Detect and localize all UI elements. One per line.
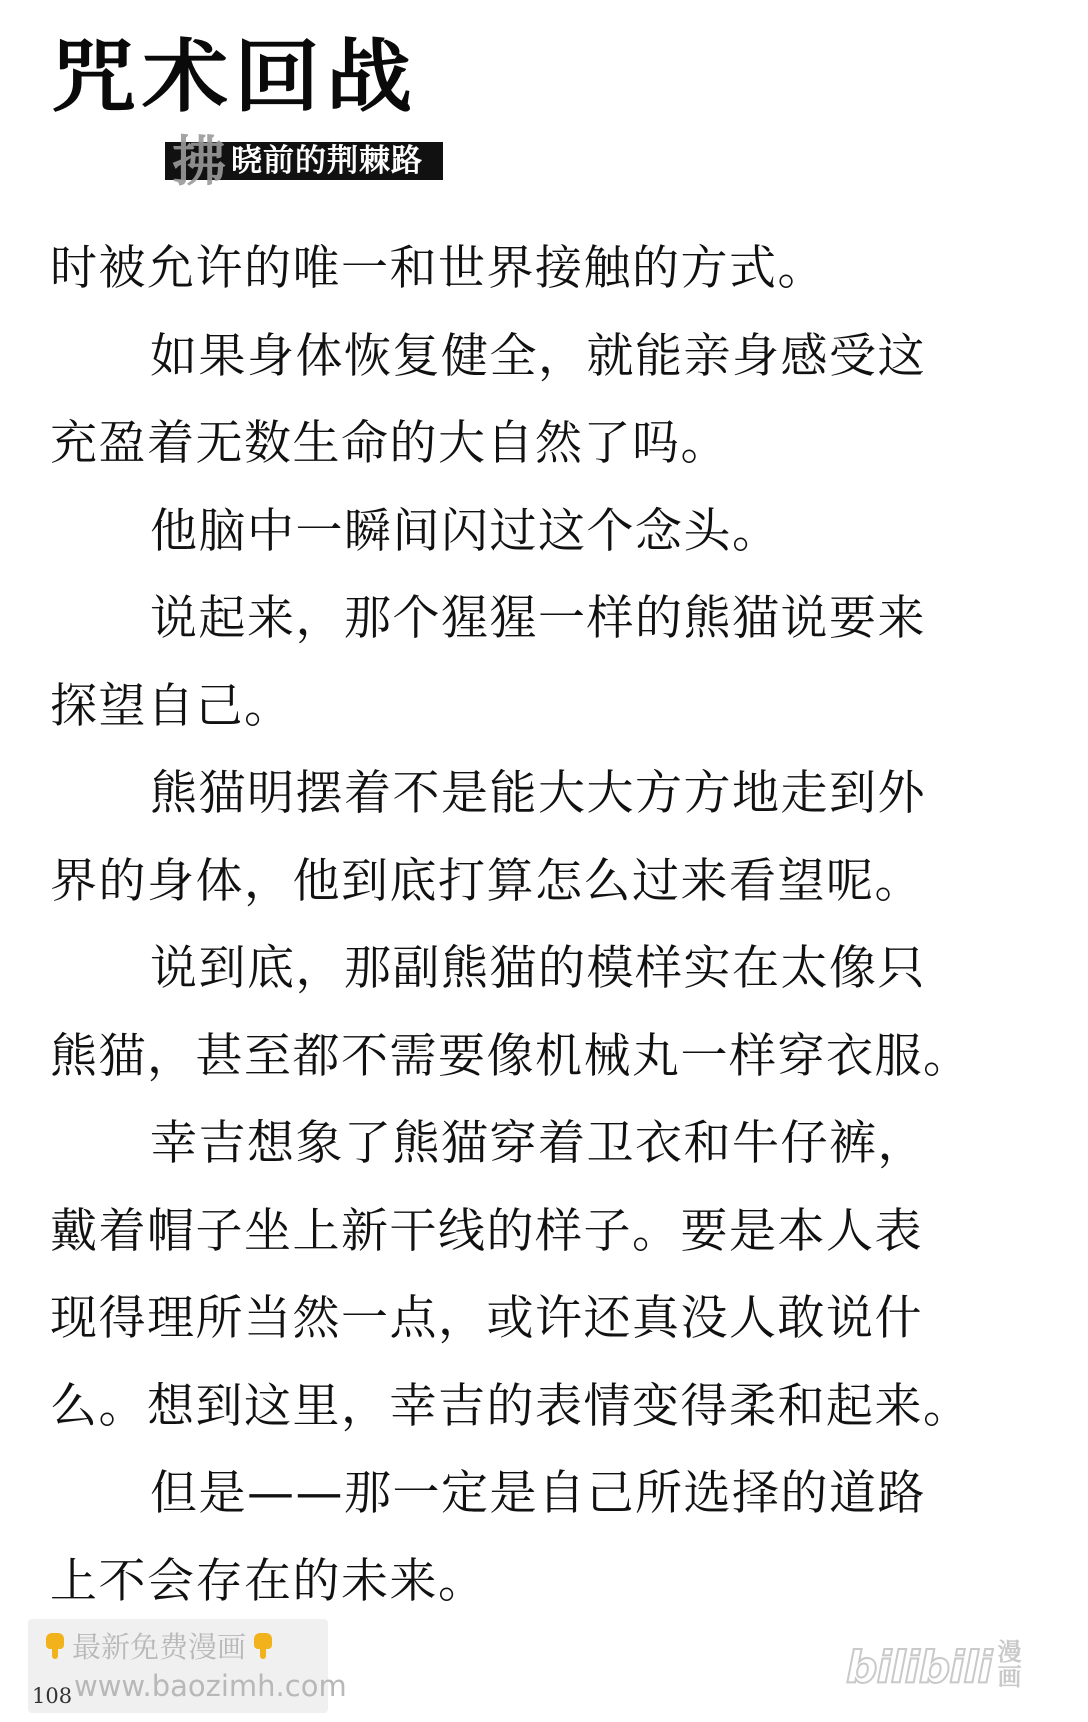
text-line: 界的身体，他到底打算怎么过来看望呢。 xyxy=(50,853,923,909)
watermark-text: 最新免费漫画 xyxy=(72,1630,247,1664)
text-line: 幸吉想象了熊猫穿着卫衣和牛仔裤， xyxy=(150,1116,926,1171)
text-line: 现得理所当然一点，或许还真没人敢说什 xyxy=(50,1291,923,1346)
bilibili-logo-suffix xyxy=(997,1640,1021,1690)
text-line: 说起来，那个猩猩一样的熊猫说要来 xyxy=(150,591,926,646)
bilibili-logo-suffix-1: 漫 xyxy=(997,1638,1022,1666)
watermark-url: www.baozimh.com xyxy=(74,1669,347,1703)
text-line: 如果身体恢复健全，就能亲身感受这 xyxy=(150,328,926,384)
text-line: 但是——那一定是自己所选择的道路 xyxy=(150,1466,926,1521)
bilibili-logo xyxy=(846,1638,1022,1694)
pointing-down-hand-icon xyxy=(250,1631,276,1661)
text-line: 熊猫明摆着不是能大大方方地走到外 xyxy=(150,766,926,821)
text-line: 充盈着无数生命的大自然了吗。 xyxy=(50,416,729,471)
text-line: 时被允许的唯一和世界接触的方式。 xyxy=(50,241,826,296)
text-line: 说到底，那副熊猫的模样实在太像只 xyxy=(150,941,926,996)
text-line: 熊猫，甚至都不需要像机械丸一样穿衣服。 xyxy=(50,1028,972,1084)
text-line: 上不会存在的未来。 xyxy=(50,1553,487,1609)
subtitle-text: 晓前的荆棘路 xyxy=(231,142,423,179)
subtitle-mark: 拂 xyxy=(172,129,226,193)
series-title: 咒术回战 xyxy=(50,31,418,124)
text-line: 么。想到这里，幸吉的表情变得柔和起来。 xyxy=(50,1378,972,1434)
bilibili-logo-word: bilibili xyxy=(846,1642,992,1694)
text-line: 探望自己。 xyxy=(50,678,293,734)
watermark-line-1 xyxy=(42,1625,276,1666)
text-line: 他脑中一瞬间闪过这个念头。 xyxy=(150,503,781,559)
bilibili-logo-suffix-2: 画 xyxy=(997,1663,1022,1692)
body-text xyxy=(50,225,1045,1625)
watermark-badge xyxy=(28,1619,347,1713)
pointing-down-hand-icon xyxy=(42,1631,68,1661)
page-number: 108 xyxy=(32,1684,73,1708)
text-line: 戴着帽子坐上新干线的样子。要是本人表 xyxy=(50,1203,923,1259)
